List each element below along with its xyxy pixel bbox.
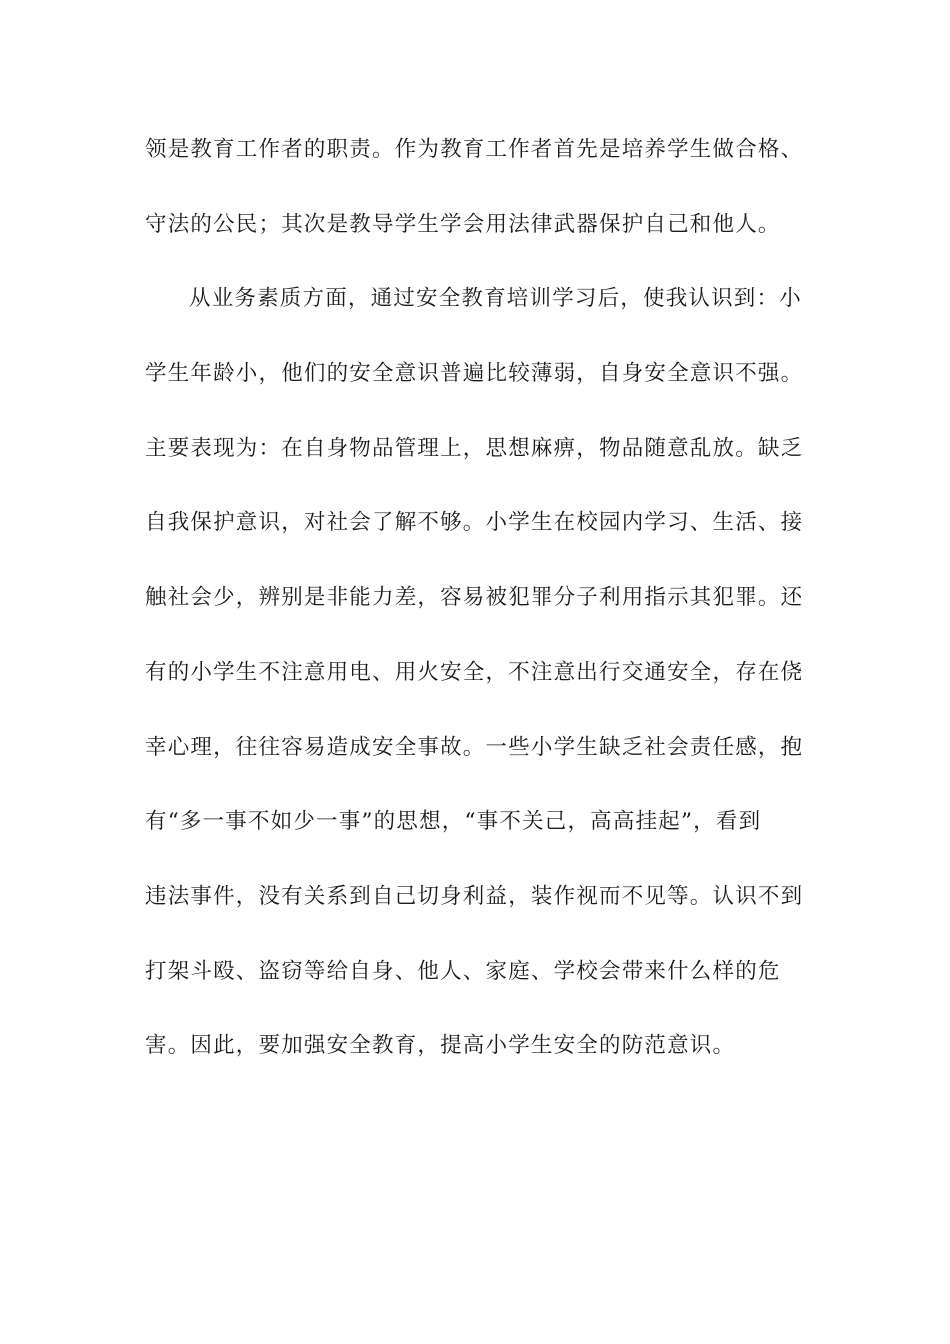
text-line: 守法的公民；其次是教导学生学会用法律武器保护自己和他人。 — [145, 211, 781, 237]
text-line: 领是教育工作者的职责。作为教育工作者首先是培养学生做合格、 — [145, 137, 804, 162]
text-line: 违法事件，没有关系到自己切身利益，装作视而不见等。认识不到 — [145, 883, 804, 909]
text-line: 主要表现为：在自身物品管理上，思想麻痹，物品随意乱放。缺乏 — [145, 435, 804, 461]
text-line: 打架斗殴、盗窃等给自身、他人、家庭、学校会带来什么样的危 — [145, 958, 781, 984]
text-line: 触社会少，辨别是非能力差，容易被犯罪分子利用指示其犯罪。还 — [145, 585, 804, 611]
text-line: 有“多一事不如少一事”的思想，“事不关己，高高挂起”，看到 — [145, 809, 762, 835]
text-line: 自我保护意识，对社会了解不够。小学生在校园内学习、生活、接 — [145, 510, 804, 536]
paragraph-first-line: 从业务素质方面，通过安全教育培训学习后，使我认识到：小 — [189, 286, 802, 312]
text-line: 学生年龄小，他们的安全意识普遍比较薄弱，自身安全意识不强。 — [145, 361, 804, 387]
body-text — [145, 130, 805, 1101]
text-line: 有的小学生不注意用电、用火安全，不注意出行交通安全，存在侥 — [145, 659, 804, 685]
text-line: 幸心理，往往容易造成安全事故。一些小学生缺乏社会责任感，抱 — [145, 734, 804, 760]
text-line: 害。因此，要加强安全教育，提高小学生安全的防范意识。 — [145, 1033, 736, 1059]
